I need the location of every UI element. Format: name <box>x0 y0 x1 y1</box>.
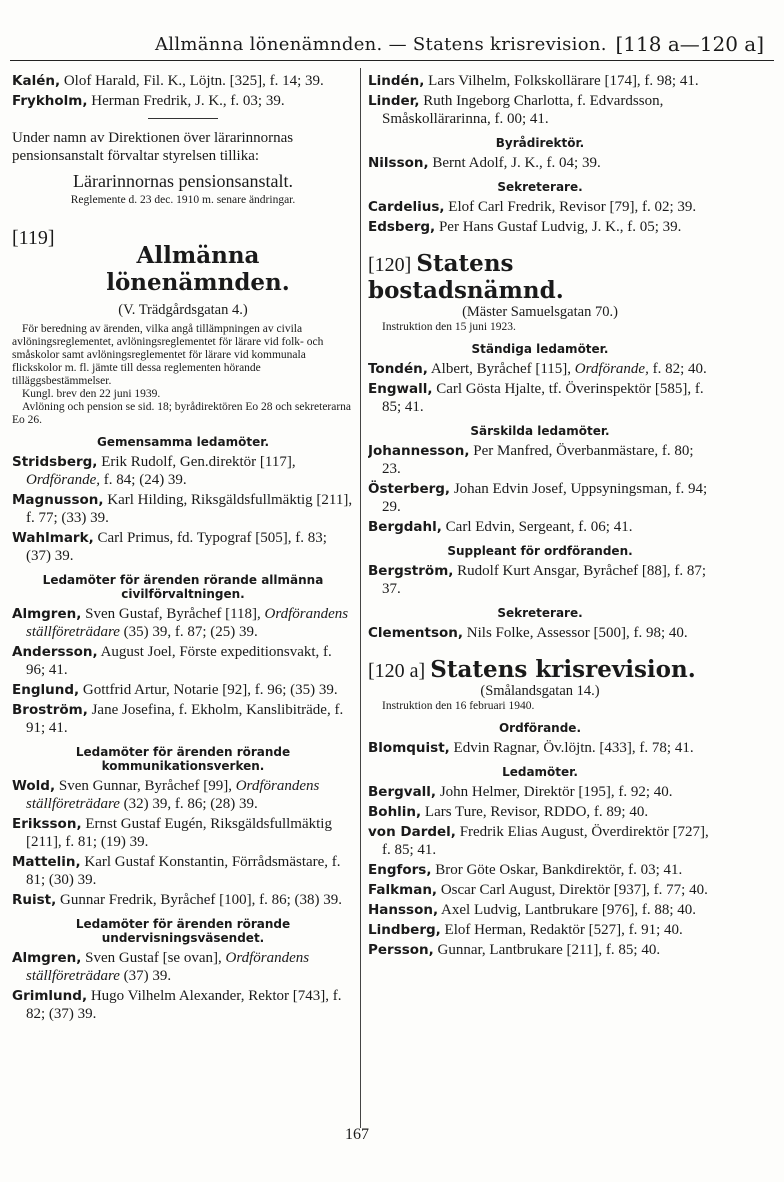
list-item: Stridsberg, Erik Rudolf, Gen.direktör [117], Ordförande, f. 84; (24) 39. <box>12 454 296 488</box>
section-number: [119] <box>12 227 55 249</box>
list-item: Broström, Jane Josefina, f. Ekholm, Kanslibiträde, f. 91; 41. <box>12 702 344 736</box>
list-item: Magnusson, Karl Hilding, Riksgäldsfullmäktig [211], f. 77; (33) 39. <box>12 492 353 526</box>
section-decree: Kungl. brev den 22 juni 1939. <box>22 388 161 400</box>
list-item: Cardelius, Elof Carl Fredrik, Revisor [79], f. 02; 39. <box>368 199 697 215</box>
list-item: Eriksson, Ernst Gustaf Eugén, Riksgäldsfullmäktig [211], f. 81; (19) 39. <box>12 816 332 850</box>
list-item: Englund, Gottfrid Artur, Notarie [92], f. 96; (35) 39. <box>12 682 338 698</box>
separator-rule <box>148 118 218 119</box>
section-salary-note: Avlöning och pension se sid. 18; byrådirektören Eo 28 och sekreterarna Eo 26. <box>12 401 352 426</box>
list-item: Linder, Ruth Ingeborg Charlotta, f. Edvardsson, Småskollärarinna, f. 00; 41. <box>368 93 664 127</box>
group-heading: Ledamöter för ärenden rörande undervisningsväsendet. <box>75 917 291 945</box>
section-120 <box>368 250 712 642</box>
group-heading: Gemensamma ledamöter. <box>96 435 270 449</box>
list-item: Hansson, Axel Ludvig, Lantbrukare [976], f. 88; 40. <box>368 902 696 918</box>
section-title: Allmänna lönenämnden. <box>106 242 290 296</box>
section-number: [120] <box>368 254 412 276</box>
header-section-range: [118 a—120 a] <box>615 32 764 56</box>
list-item: Nilsson, Bernt Adolf, J. K., f. 04; 39. <box>368 155 601 171</box>
list-item: Lindberg, Elof Herman, Redaktör [527], f. 91; 40. <box>368 922 683 938</box>
pension-reglemente: Reglemente d. 23 dec. 1910 m. senare ändringar. <box>70 194 296 206</box>
direktion-note: Under namn av Direktionen över lärarinnornas pensionsanstalt förvaltar styrelsen tillika: <box>12 130 294 164</box>
section-number: [120 a] <box>368 660 426 682</box>
section-title: Statens bostadsnämnd. <box>368 250 564 304</box>
section-title: Statens krisrevision. <box>430 656 696 683</box>
left-column <box>12 72 354 1025</box>
list-item: Bergdahl, Carl Edvin, Sergeant, f. 06; 41. <box>368 519 633 535</box>
list-item: Wold, Sven Gunnar, Byråchef [99], Ordförandens ställföreträdare (32) 39, f. 86; (28) 39. <box>12 778 320 812</box>
list-item: Ruist, Gunnar Fredrik, Byråchef [100], f. 86; (38) 39. <box>12 892 343 908</box>
list-item: Almgren, Sven Gustaf [se ovan], Ordförandens ställföreträdare (37) 39. <box>12 950 310 984</box>
list-item: Wahlmark, Carl Primus, fd. Typograf [505], f. 83; (37) 39. <box>12 530 327 564</box>
right-column <box>368 72 712 961</box>
list-item: Kalén, Olof Harald, Fil. K., Löjtn. [325], f. 14; 39. <box>12 73 324 89</box>
group-heading: Ständiga ledamöter. <box>471 342 609 356</box>
list-item: Mattelin, Karl Gustaf Konstantin, Förrådsmästare, f. 81; (30) 39. <box>12 854 341 888</box>
section-instruction: Instruktion den 15 juni 1923. <box>382 321 516 333</box>
header-title: Allmänna lönenämnden. — Statens krisrevision. <box>155 34 607 55</box>
section-119 <box>12 227 354 1023</box>
pension-title: Lärarinnornas pensionsanstalt. <box>73 171 293 191</box>
group-heading: Ordförande. <box>498 721 582 735</box>
list-item: Engwall, Carl Gösta Hjalte, tf. Överinspektör [585], f. 85; 41. <box>368 381 704 415</box>
list-item: Almgren, Sven Gustaf, Byråchef [118], Ordförandens ställföreträdare (35) 39, f. 87; (25) 39. <box>12 606 349 640</box>
section-description: För beredning av ärenden, vilka angå tillämpningen av civila avlöningsreglementet, avlöningsreglementet för lärare vid folk- och småskolor samt avlöningsreglementet för lärare vid kommunala flickskolor m. fl. jämte till dessa reglementen hörande tilläggsbestämmelser. <box>12 323 324 387</box>
list-item: Edsberg, Per Hans Gustaf Ludvig, J. K., f. 05; 39. <box>368 219 682 235</box>
group-heading: Sekreterare. <box>497 180 583 194</box>
section-address: (V. Trädgårdsgatan 4.) <box>118 302 248 318</box>
column-divider <box>360 68 361 1128</box>
list-item: Österberg, Johan Edvin Josef, Uppsyningsman, f. 94; 29. <box>368 481 708 515</box>
group-heading: Sekreterare. <box>497 606 583 620</box>
list-item: Bohlin, Lars Ture, Revisor, RDDO, f. 89; 40. <box>368 804 649 820</box>
list-item: Grimlund, Hugo Vilhelm Alexander, Rektor [743], f. 82; (37) 39. <box>12 988 342 1022</box>
section-120a <box>368 656 712 959</box>
section-instruction: Instruktion den 16 februari 1940. <box>382 700 535 712</box>
page-header <box>10 30 774 61</box>
list-item: Bergström, Rudolf Kurt Ansgar, Byråchef [88], f. 87; 37. <box>368 563 707 597</box>
group-heading: Särskilda ledamöter. <box>470 424 610 438</box>
list-item: Frykholm, Herman Fredrik, J. K., f. 03; 39. <box>12 93 285 109</box>
list-item: Blomquist, Edvin Ragnar, Öv.löjtn. [433], f. 78; 41. <box>368 740 694 756</box>
list-item: Tondén, Albert, Byråchef [115], Ordförande, f. 82; 40. <box>368 361 707 377</box>
list-item: Falkman, Oscar Carl August, Direktör [937], f. 77; 40. <box>368 882 708 898</box>
group-heading: Byrådirektör. <box>495 136 585 150</box>
list-item: Engfors, Bror Göte Oskar, Bankdirektör, f. 03; 41. <box>368 862 683 878</box>
list-item: Johannesson, Per Manfred, Överbanmästare, f. 80; 23. <box>368 443 694 477</box>
group-heading: Ledamöter för ärenden rörande allmänna civilförvaltningen. <box>42 573 324 601</box>
group-heading: Suppleant för ordföranden. <box>447 544 633 558</box>
list-item: von Dardel, Fredrik Elias August, Överdirektör [727], f. 85; 41. <box>368 824 709 858</box>
group-heading: Ledamöter. <box>502 765 578 779</box>
list-item: Lindén, Lars Vilhelm, Folkskollärare [174], f. 98; 41. <box>368 73 699 89</box>
list-item: Persson, Gunnar, Lantbrukare [211], f. 85; 40. <box>368 942 661 958</box>
list-item: Bergvall, John Helmer, Direktör [195], f. 92; 40. <box>368 784 673 800</box>
page-number: 167 <box>345 1126 369 1143</box>
group-heading: Ledamöter för ärenden rörande kommunikationsverken. <box>75 745 291 773</box>
list-item: Clementson, Nils Folke, Assessor [500], f. 98; 40. <box>368 625 688 641</box>
section-address: (Smålandsgatan 14.) <box>480 683 600 699</box>
list-item: Andersson, August Joel, Förste expeditionsvakt, f. 96; 41. <box>12 644 332 678</box>
section-address: (Mäster Samuelsgatan 70.) <box>462 304 618 320</box>
